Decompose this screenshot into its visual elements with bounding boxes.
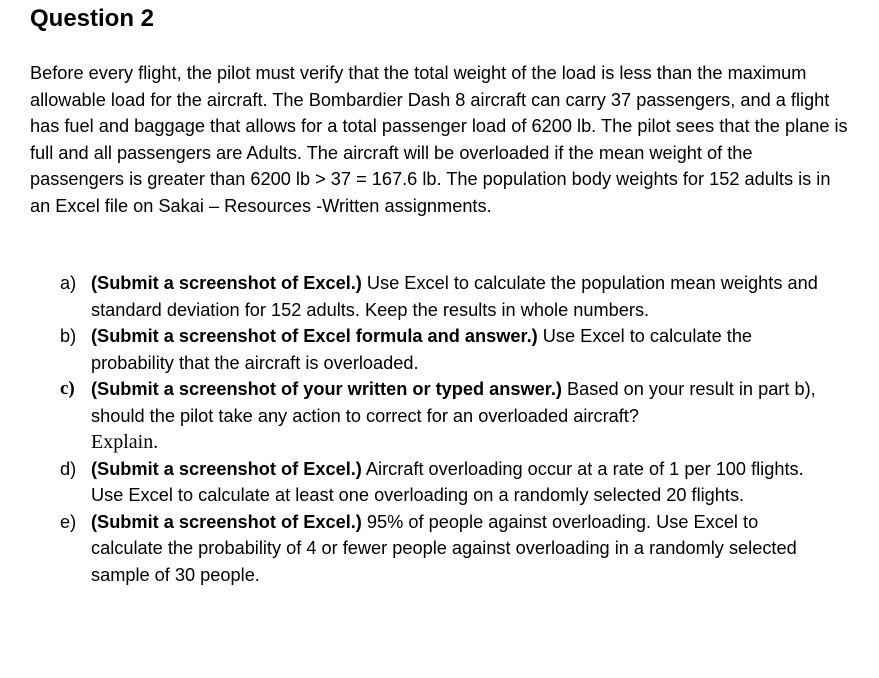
part-c-letter: c) (60, 378, 75, 399)
part-a-letter: a) (60, 273, 77, 293)
part-c-instruction: (Submit a screenshot of your written or typed answer.) (91, 379, 562, 399)
question-intro: Before every flight, the pilot must verify that the total weight of the load is less than the maximum allowable load for the aircraft. The Bombardier Dash 8 aircraft can carry 37 passengers, and a flight has fuel and baggage that allows for a total passenger load of 6200 lb. The pilot sees that the plane is full and all passengers are Adults. The aircraft will be overloaded if the mean weight of the passengers is greater than 6200 lb > 37 = 167.6 lb. The population body weights for 152 adults is in an Excel file on Sakai – Resources -Written assignments. (30, 63, 848, 216)
part-d-instruction: (Submit a screenshot of Excel.) (91, 458, 362, 479)
part-b-letter: b) (60, 326, 77, 346)
part-e-letter: e) (60, 511, 77, 532)
question-parts-list (0, 270, 879, 588)
part-b-instruction: (Submit a screenshot of Excel formula and answer.) (91, 326, 538, 346)
part-e-text: 95% of people against overloading. Use Excel to calculate the probability of 4 or fewer people against overloading in a randomly selected sample of 30 people. (91, 511, 797, 585)
part-b-text: Use Excel to calculate the probability that the aircraft is overloaded. (91, 326, 753, 373)
part-d-letter: d) (60, 458, 77, 479)
part-a (0, 270, 831, 323)
page-title: Question 2 (30, 5, 155, 32)
part-a-instruction: (Submit a screenshot of Excel.) (91, 273, 362, 293)
part-a-text: Use Excel to calculate the population mean weights and standard deviation for 152 adults. Keep the results in whole numbers. (91, 273, 818, 320)
part-b (0, 323, 831, 376)
part-c-tail: Explain. (91, 431, 159, 453)
part-c-text: Based on your result in part b), should the pilot take any action to correct for an overloaded aircraft? (91, 379, 816, 426)
part-e-instruction: (Submit a screenshot of Excel.) (91, 511, 362, 532)
part-c (0, 376, 831, 456)
part-d (0, 456, 831, 509)
part-e (0, 509, 831, 589)
part-d-text: Aircraft overloading occur at a rate of 1 per 100 flights. Use Excel to calculate at least one overloading on a randomly selected 20 flights. (91, 458, 804, 505)
